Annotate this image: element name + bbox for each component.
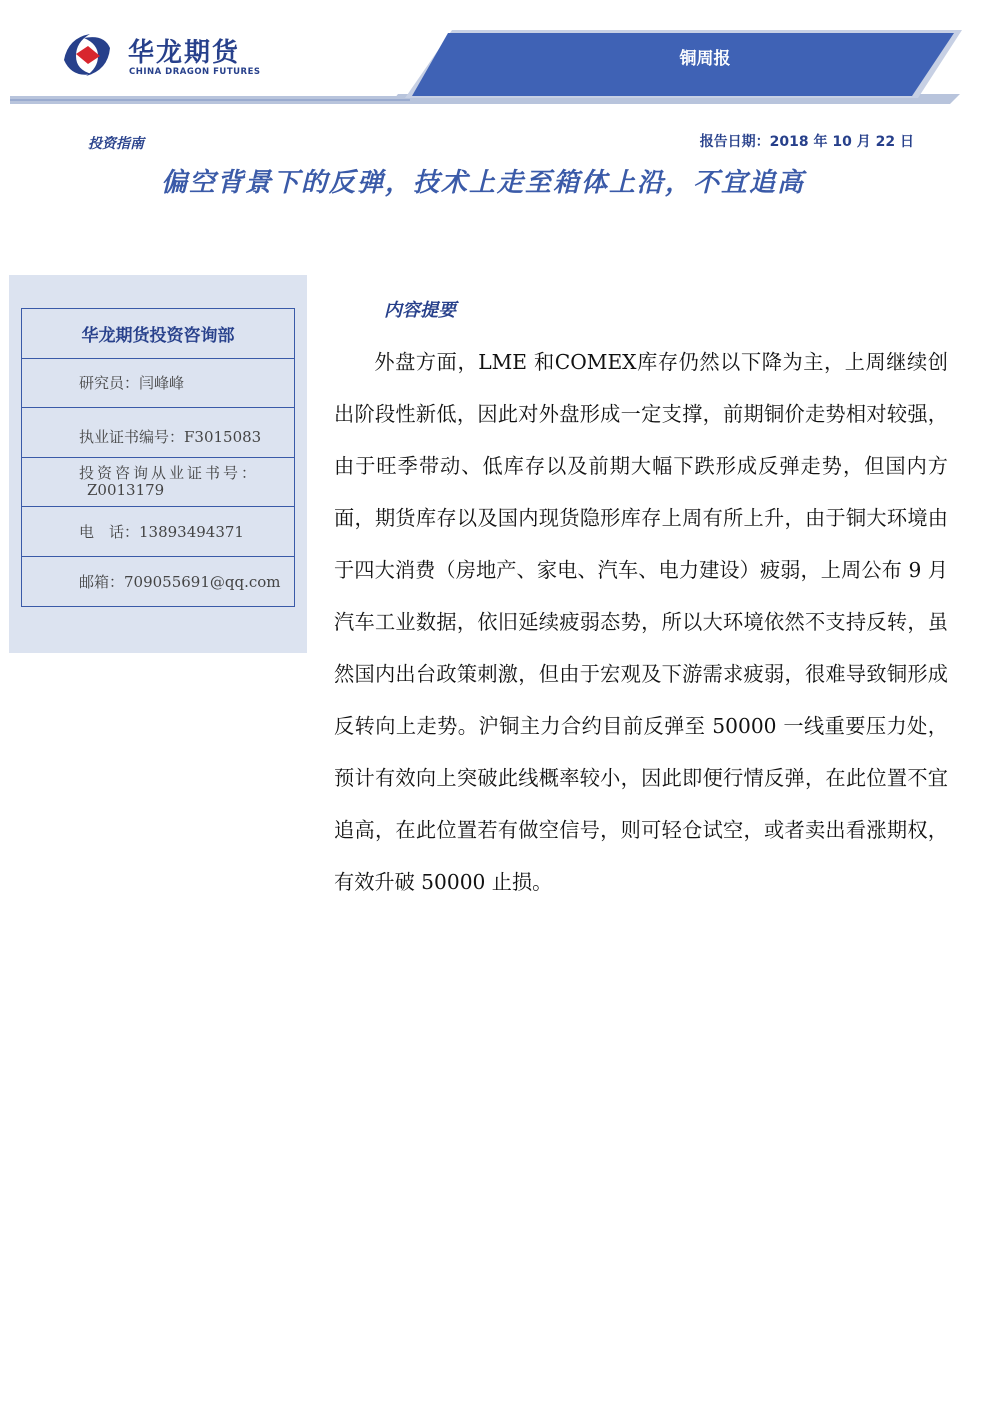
email-row (22, 557, 294, 607)
company-logo (58, 26, 261, 86)
page-title: 偏空背景下的反弹，技术上走至箱体上沿，不宜追高 (160, 168, 805, 198)
report-date: 报告日期：2018 年 10 月 22 日 (699, 134, 914, 150)
logo-en-text: CHINA DRAGON FUTURES (129, 67, 261, 77)
consult-license-row (22, 458, 294, 508)
section-label: 投资指南 (88, 136, 144, 152)
researcher-text: 研究员：闫峰峰 (79, 374, 185, 393)
analyst-info-table (21, 308, 295, 607)
license-text: 执业证书编号：F3015083 (79, 427, 262, 446)
consult-license-value: Z0013179 (87, 480, 165, 499)
email-text: 邮箱：709055691@qq.com (79, 572, 281, 591)
dragon-logo-icon (58, 26, 116, 84)
summary-section (334, 290, 948, 908)
license-row (22, 408, 294, 458)
summary-body: 外盘方面，LME 和COMEX库存仍然以下降为主，上周继续创出阶段性新低，因此对外盘形成一定支撑，前期铜价走势相对较强，由于旺季带动、低库存以及前期大幅下跌形成反弹走势，但国内方面，期货库存以及国内现货隐形库存上周有所上升，由于铜大环境由于四大消费（房地产、家电、汽车、电力建设）疲弱，上周公布 9 月汽车工业数据，依旧延续疲弱态势，所以大环境依然不支持反转，虽然国内出台政策刺激，但由于宏观及下游需求疲弱，很难导致铜形成反转向上走势。沪铜主力合约目前反弹至 50000 一线重要压力处，预计有效向上突破此线概率较小，因此即便行情反弹，在此位置不宜追高，在此位置若有做空信号，则可轻仓试空，或者卖出看涨期权，有效升破 50000 止损。 (334, 350, 948, 894)
summary-heading: 内容提要 (384, 300, 456, 321)
phone-row (22, 507, 294, 557)
researcher-row (22, 359, 294, 409)
department-heading: 华龙期货投资咨询部 (22, 309, 294, 359)
consult-license-label: 投资咨询从业证书号： (79, 463, 260, 482)
analyst-info-panel (9, 275, 307, 653)
report-type: 铜周报 (679, 49, 731, 69)
logo-cn-text: 华龙期货 (128, 38, 241, 68)
phone-text: 电 话：13893494371 (79, 522, 244, 541)
